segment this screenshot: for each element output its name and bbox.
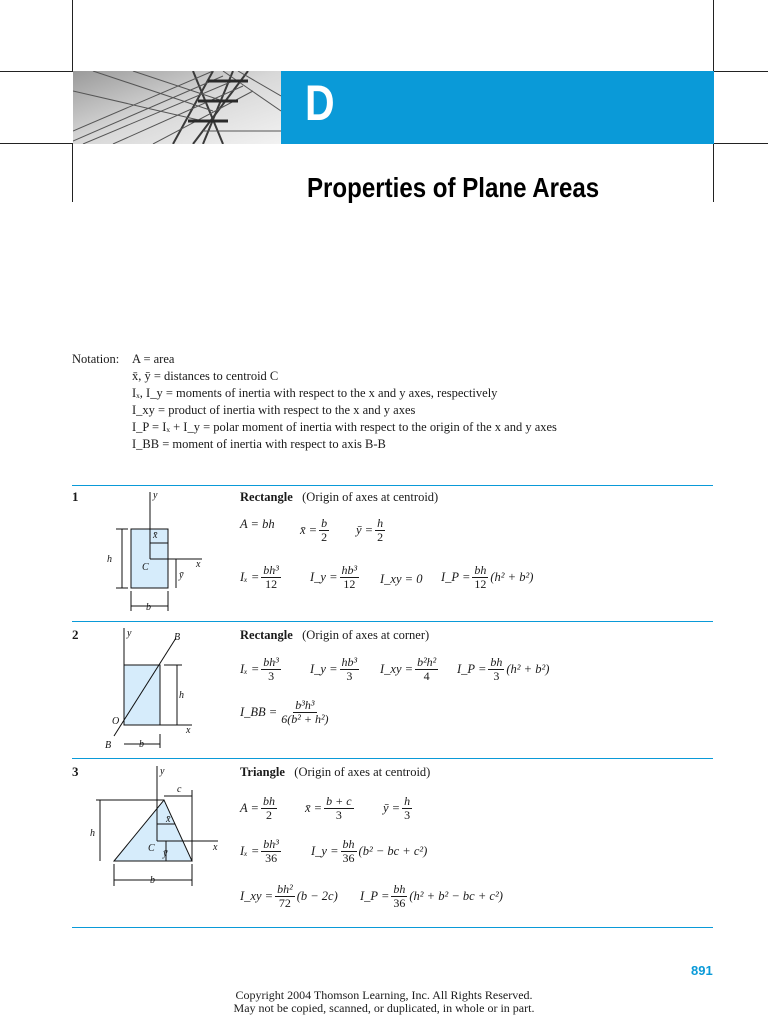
formula-ixy: I_xy = $\frac{\text{bh²}}{72}$ (b − 2c) [240, 882, 338, 910]
axis-label-x: x [186, 725, 191, 736]
case-title [240, 628, 429, 643]
axis-label-x: x [213, 842, 218, 853]
dim-label-ybar: ȳ [163, 848, 168, 859]
case-origin: (Origin of axes at centroid) [302, 490, 439, 504]
case-title [240, 490, 438, 505]
notation-line: x̄, ȳ = distances to centroid C [132, 369, 279, 383]
centroid-label: C [142, 562, 149, 573]
formula-ixy: I_xy = $\frac{\text{b²h²}}{4}$ [380, 655, 437, 683]
formula-ip: I_P = $\frac{bh}{12}$ (h² + b²) [441, 563, 534, 591]
crop-line-right-bottom [713, 144, 714, 202]
formula-iy: I_y = $\frac{bh}{36}$ (b² − bc + c²) [311, 837, 428, 865]
case-title [240, 765, 430, 780]
axis-label-x: x [196, 559, 201, 570]
notation-line: I_P = Iₓ + I_y = polar moment of inertia with respect to the origin of the x and y axes [132, 420, 557, 434]
axis-label-y: y [153, 490, 158, 501]
case-origin: (Origin of axes at centroid) [294, 765, 431, 779]
formula-ip: I_P = $\frac{bh}{36}$ (h² + b² − bc + c²) [360, 882, 503, 910]
axis-label-b-top: B [174, 632, 181, 643]
dim-label-xbar: x̄ [166, 814, 171, 825]
rectangle-centroid-figure [98, 487, 218, 617]
header-photo [73, 71, 281, 144]
copyright-line: Copyright 2004 Thomson Learning, Inc. All Rights Reserved. [235, 988, 533, 1002]
copyright-notice [0, 989, 768, 1015]
dim-label-b: b [139, 739, 144, 750]
case-shape: Triangle [240, 765, 285, 779]
formula-ix: Iₓ = $\frac{\text{bh³}}{36}$ [240, 837, 279, 865]
formula-ibb: I_BB = $\frac{\text{b³h³}}{\text{6(b² + h²)}}$ [240, 698, 329, 726]
case-shape: Rectangle [240, 490, 293, 504]
crop-line-left-bottom [72, 144, 73, 202]
notation-line: I_BB = moment of inertia with respect to axis B-B [132, 437, 386, 451]
copyright-line: May not be copied, scanned, or duplicated, in whole or in part. [233, 1001, 535, 1015]
page-number: 891 [691, 963, 713, 978]
formula-ix: Iₓ = $\frac{\text{bh³}}{3}$ [240, 655, 279, 683]
dim-label-h: h [107, 554, 112, 565]
notation-line: Iₓ, I_y = moments of inertia with respect to the x and y axes, respectively [132, 386, 498, 400]
case-origin: (Origin of axes at corner) [302, 628, 430, 642]
dim-label-h: h [90, 828, 95, 839]
centroid-label: C [148, 843, 155, 854]
formula-iy: I_y = $\frac{\text{hb³}}{3}$ [310, 655, 358, 683]
dim-label-c: c [177, 784, 182, 795]
case-number: 2 [72, 627, 79, 642]
formula-ip: I_P = $\frac{bh}{3}$ (h² + b²) [457, 655, 550, 683]
case-number: 3 [72, 764, 79, 779]
crop-line-right-top [713, 0, 714, 71]
formula-ybar: ȳ = $\frac{h}{2}$ [356, 516, 384, 544]
dim-label-b: b [146, 602, 151, 613]
case-shape: Rectangle [240, 628, 293, 642]
origin-label: O [112, 716, 120, 727]
dim-label-ybar: ȳ [179, 570, 184, 581]
case-rule [72, 485, 713, 486]
formula-area: A = bh [240, 517, 275, 531]
axis-label-y: y [127, 628, 132, 639]
page-title: Properties of Plane Areas [307, 172, 600, 203]
formula-ybar: ȳ = $\frac{h}{3}$ [383, 794, 411, 822]
dim-label-xbar: x̄ [153, 530, 158, 541]
axis-label-b-bottom: B [105, 740, 112, 751]
rectangle-corner-figure [100, 624, 210, 754]
formula-xbar: x̄ = $\frac{b}{2}$ [300, 516, 328, 544]
notation-line: I_xy = product of inertia with respect to the x and y axes [132, 403, 416, 417]
case-rule [72, 927, 713, 928]
formula-area: A = $\frac{bh}{2}$ [240, 794, 275, 822]
triangle-centroid-figure [88, 762, 228, 892]
notation-label: Notation: [72, 352, 120, 366]
case-number: 1 [72, 489, 79, 504]
dim-label-b: b [150, 875, 155, 886]
formula-iy: I_y = $\frac{\text{hb³}}{12}$ [310, 563, 358, 591]
formula-ixy: I_xy = 0 [380, 572, 423, 586]
case-rule [72, 758, 713, 759]
case-rule [72, 621, 713, 622]
formula-ix: Iₓ = $\frac{\text{bh³}}{12}$ [240, 563, 279, 591]
dim-label-h: h [179, 690, 184, 701]
crop-line-left-top [72, 0, 73, 71]
header-band [281, 71, 714, 144]
axis-label-y: y [160, 766, 165, 777]
appendix-letter: D [305, 75, 335, 131]
notation-line: A = area [132, 352, 175, 366]
formula-xbar: x̄ = $\frac{b + c}{3}$ [305, 794, 352, 822]
